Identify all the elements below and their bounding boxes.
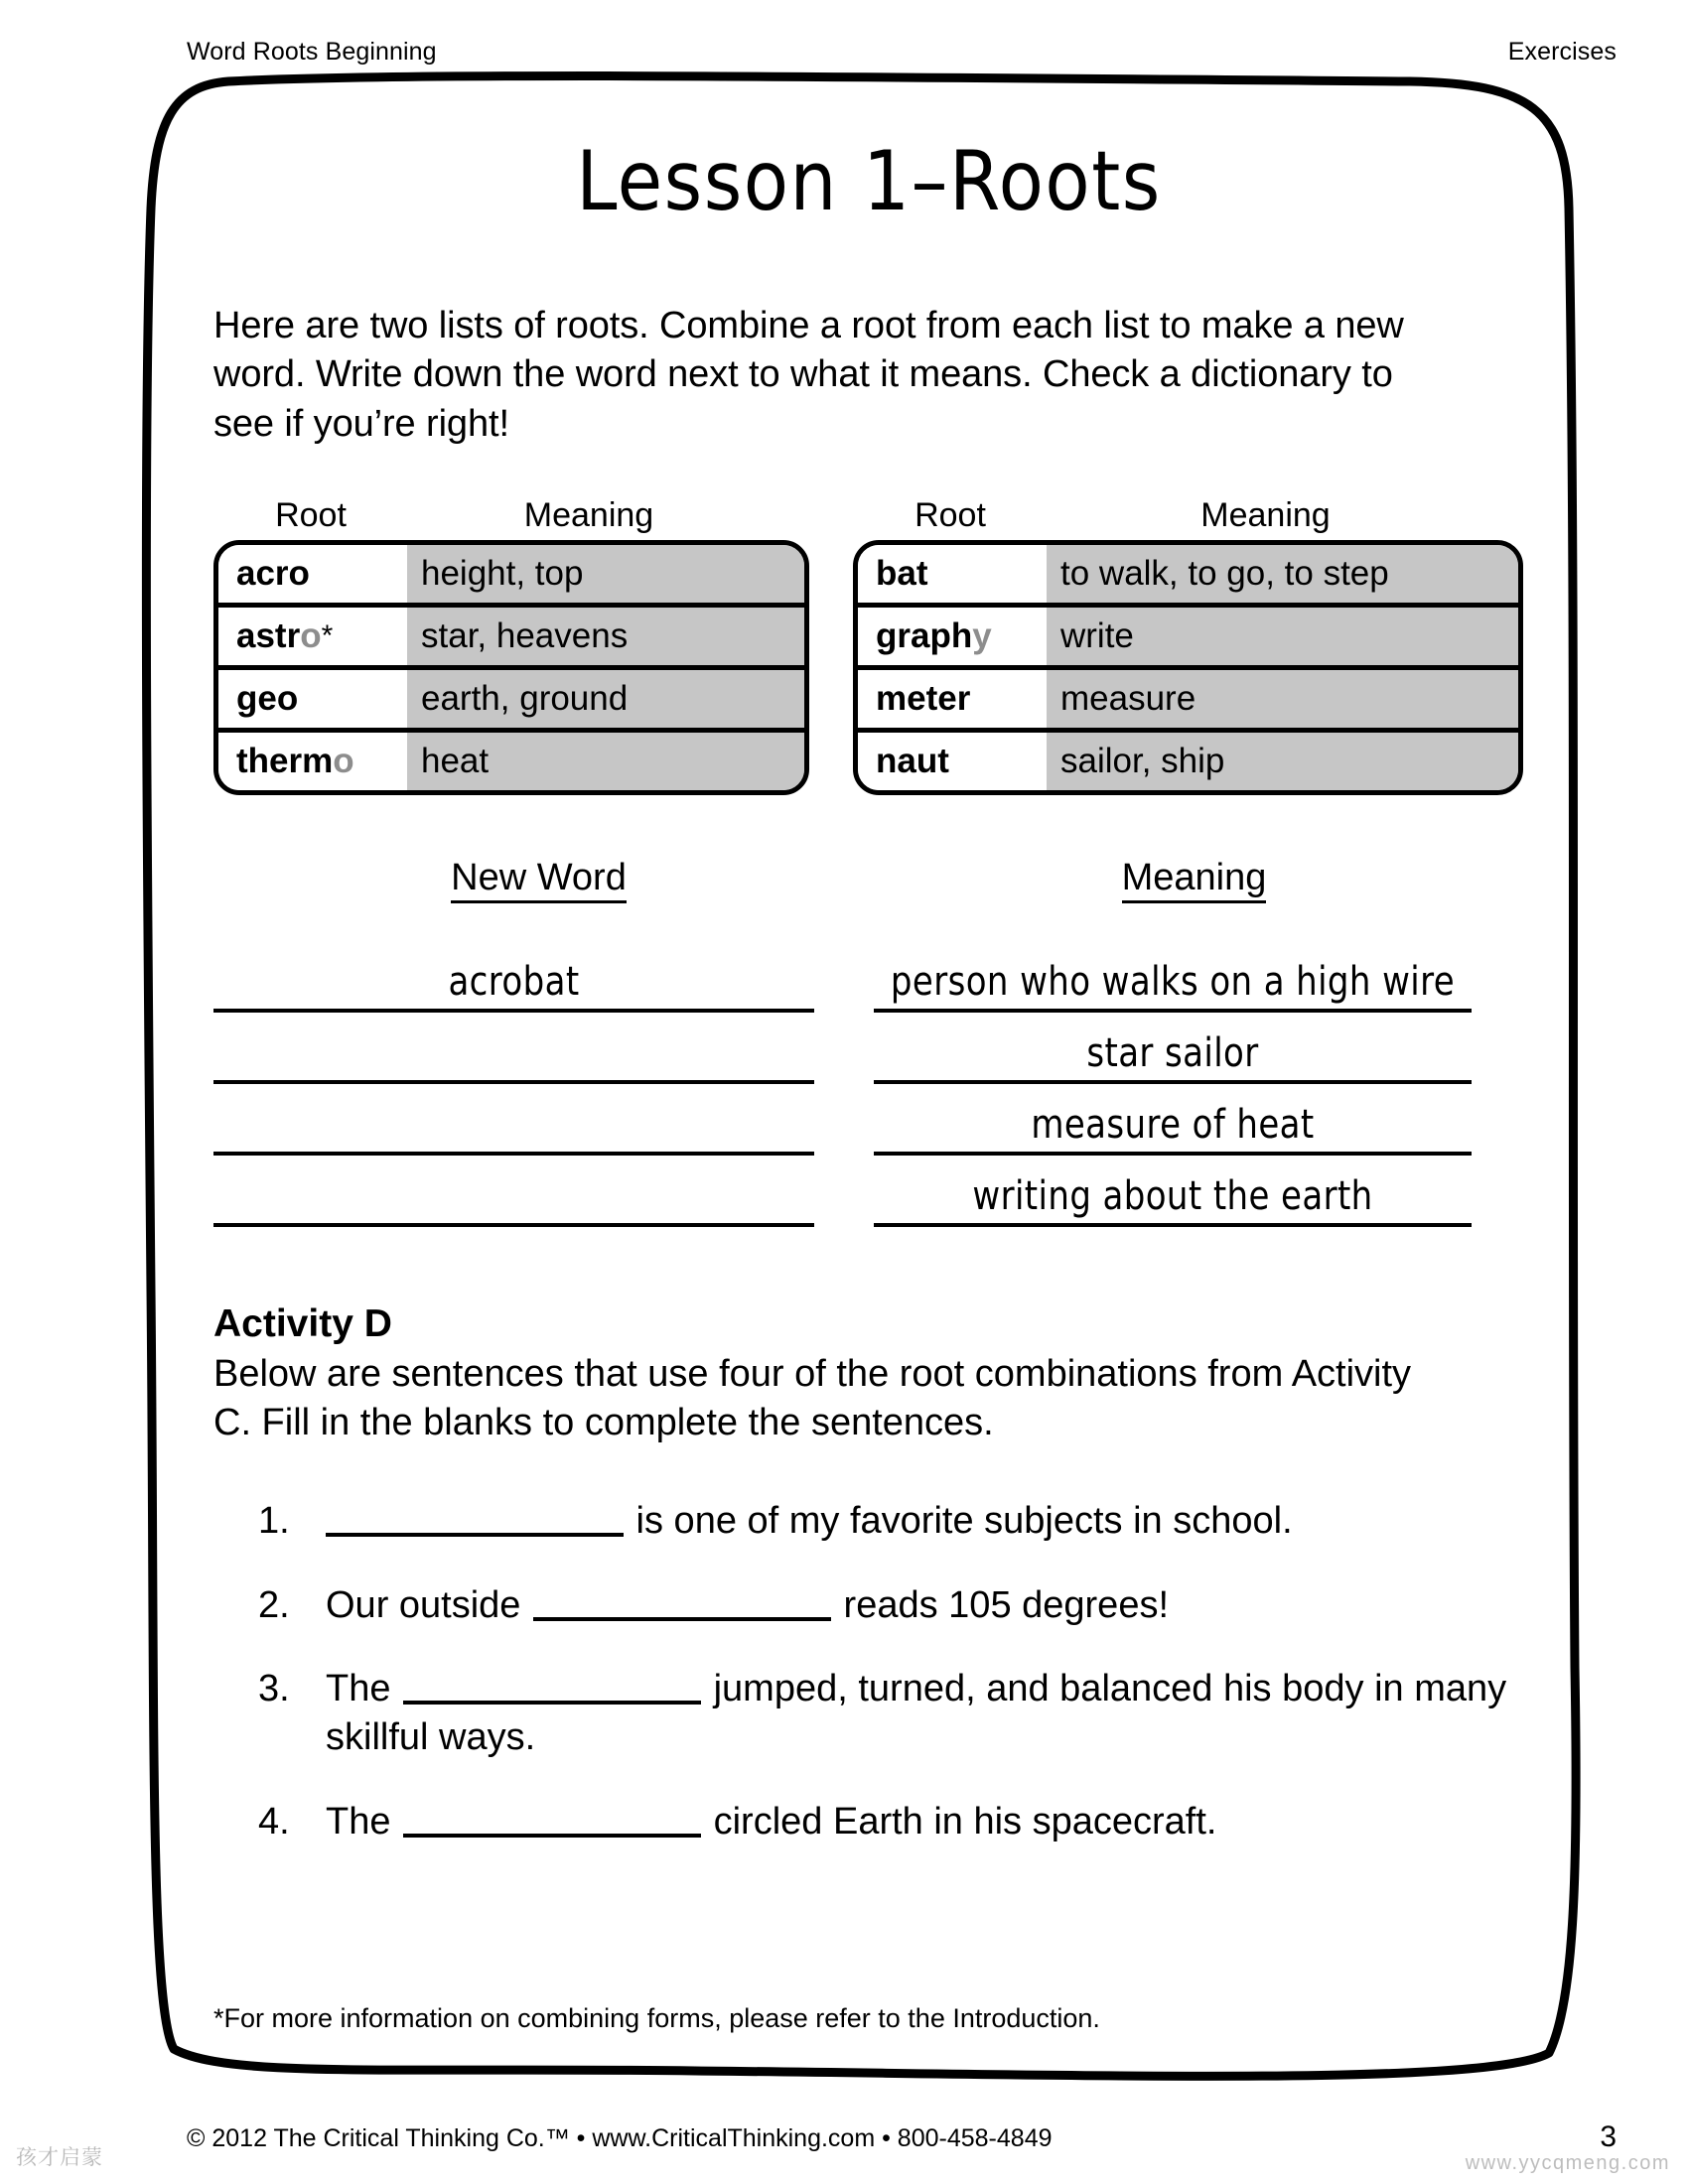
page-title: Lesson 1–Roots (576, 133, 1162, 229)
root-text: astr (236, 616, 301, 656)
question-text-before: Our outside (326, 1583, 531, 1626)
fill-in-blank[interactable] (403, 1834, 701, 1838)
meaning-cell: sailor, ship (1047, 733, 1518, 790)
fill-in-blank[interactable] (533, 1617, 831, 1621)
column-header-root: Root (275, 496, 347, 535)
root-cell (858, 670, 1047, 728)
answer-row (213, 1013, 1524, 1084)
meaning-cell: heat (407, 733, 804, 790)
root-ghost-letter: o (333, 742, 354, 781)
table-row (218, 733, 804, 790)
root-text: geo (236, 679, 299, 719)
fill-in-blank[interactable] (403, 1701, 701, 1705)
handwritten-answer: measure of heat (1031, 1101, 1315, 1149)
question-text-after: circled Earth in his spacecraft. (703, 1800, 1217, 1843)
question-text-after: jumped, turned, and balanced his body in many skillful ways. (326, 1668, 1507, 1759)
question-number: 4. (258, 1800, 290, 1843)
meaning-blank[interactable] (874, 941, 1472, 1013)
table-row (218, 545, 804, 608)
new-word-blank[interactable] (213, 941, 814, 1013)
list-item (258, 1798, 1524, 1846)
root-text: therm (236, 742, 334, 781)
handwritten-answer: person who walks on a high wire (890, 958, 1456, 1006)
question-list (213, 1497, 1524, 1845)
meaning-blank[interactable] (874, 1084, 1472, 1156)
meaning-cell: measure (1047, 670, 1518, 728)
activity-description: Below are sentences that use four of the root combinations from Activity C. Fill in the blanks to complete the sentences. (213, 1353, 1412, 1444)
table-row (858, 670, 1518, 733)
root-cell (858, 608, 1047, 665)
watermark-right: www.yycqmeng.com (1465, 2152, 1670, 2174)
root-cell (858, 733, 1047, 790)
question-text-after: is one of my favorite subjects in school. (626, 1500, 1293, 1543)
watermark-left: 孩才启蒙 (16, 2146, 103, 2169)
question-number: 3. (258, 1668, 290, 1710)
meaning-cell: height, top (407, 545, 804, 603)
root-table-left-header (213, 496, 809, 540)
new-word-blank[interactable] (213, 1084, 814, 1156)
answer-rows (213, 941, 1524, 1227)
answer-row (213, 941, 1524, 1013)
question-body (326, 1581, 1524, 1630)
activity-title: Activity D (213, 1302, 392, 1346)
question-number: 1. (258, 1500, 290, 1543)
column-header-root: Root (914, 496, 986, 535)
meaning-blank[interactable] (874, 1156, 1472, 1227)
question-body (326, 1798, 1524, 1846)
root-cell (218, 545, 407, 603)
root-cell: astr o * (218, 608, 407, 665)
list-item (258, 1497, 1524, 1546)
question-body (326, 1497, 1524, 1546)
table-row (218, 608, 804, 670)
worksheet-content (213, 109, 1524, 1881)
page-footer (187, 2120, 1617, 2154)
meaning-cell: to walk, to go, to step (1047, 545, 1518, 603)
root-text: meter (876, 679, 971, 719)
question-number: 2. (258, 1583, 290, 1626)
column-header-meaning: Meaning (523, 496, 654, 535)
root-tables (213, 496, 1524, 795)
table-row (858, 545, 1518, 608)
running-head-left: Word Roots Beginning (187, 38, 437, 66)
root-text: naut (876, 742, 949, 781)
column-header-meaning: Meaning (1200, 496, 1331, 535)
root-ghost-letter: y (972, 616, 992, 656)
root-table-right-header (853, 496, 1523, 540)
meaning-cell: write (1047, 608, 1518, 665)
root-cell (218, 733, 407, 790)
root-text: bat (876, 554, 928, 594)
root-text: graph (876, 616, 973, 656)
root-text: acro (236, 554, 310, 594)
copyright-text: © 2012 The Critical Thinking Co.™ • www.CriticalThinking.com • 800-458-4849 (187, 2124, 1053, 2152)
table-row (858, 733, 1518, 790)
handwritten-answer: star sailor (1086, 1029, 1259, 1077)
root-ghost-letter: o (300, 616, 322, 656)
table-row (218, 670, 804, 733)
meaning-cell: star, heavens (407, 608, 804, 665)
question-text-after: reads 105 degrees! (833, 1583, 1170, 1626)
question-text-before: The (326, 1668, 402, 1710)
handwritten-answer: writing about the earth (972, 1172, 1373, 1220)
answer-row (213, 1084, 1524, 1156)
answer-row (213, 1156, 1524, 1227)
fill-in-blank[interactable] (326, 1533, 624, 1537)
footnote: *For more information on combining forms, please refer to the Introduction. (213, 2003, 1100, 2033)
instructions-paragraph: Here are two lists of roots. Combine a root from each list to make a new word. Write down the word next to what it means. Check a dictionary to see if you’re right! (213, 305, 1404, 445)
root-cell (858, 545, 1047, 603)
list-item (258, 1581, 1524, 1630)
page-number: 3 (1600, 2120, 1617, 2153)
new-word-blank[interactable] (213, 1156, 814, 1227)
list-item (258, 1665, 1524, 1761)
meaning-cell: earth, ground (407, 670, 804, 728)
handwritten-answer: acrobat (448, 958, 580, 1006)
column-header-new-word: New Word (451, 857, 627, 903)
root-table-left (213, 496, 809, 795)
answer-column-headers (213, 857, 1524, 899)
question-body (326, 1665, 1524, 1761)
running-head (187, 38, 1617, 67)
running-head-right: Exercises (1507, 38, 1617, 66)
question-text-before: The (326, 1800, 402, 1843)
column-header-answer-meaning: Meaning (1122, 857, 1267, 903)
root-cell (218, 670, 407, 728)
new-word-blank[interactable] (213, 1013, 814, 1084)
table-row (858, 608, 1518, 670)
root-table-right (853, 496, 1523, 795)
meaning-blank[interactable] (874, 1013, 1472, 1084)
